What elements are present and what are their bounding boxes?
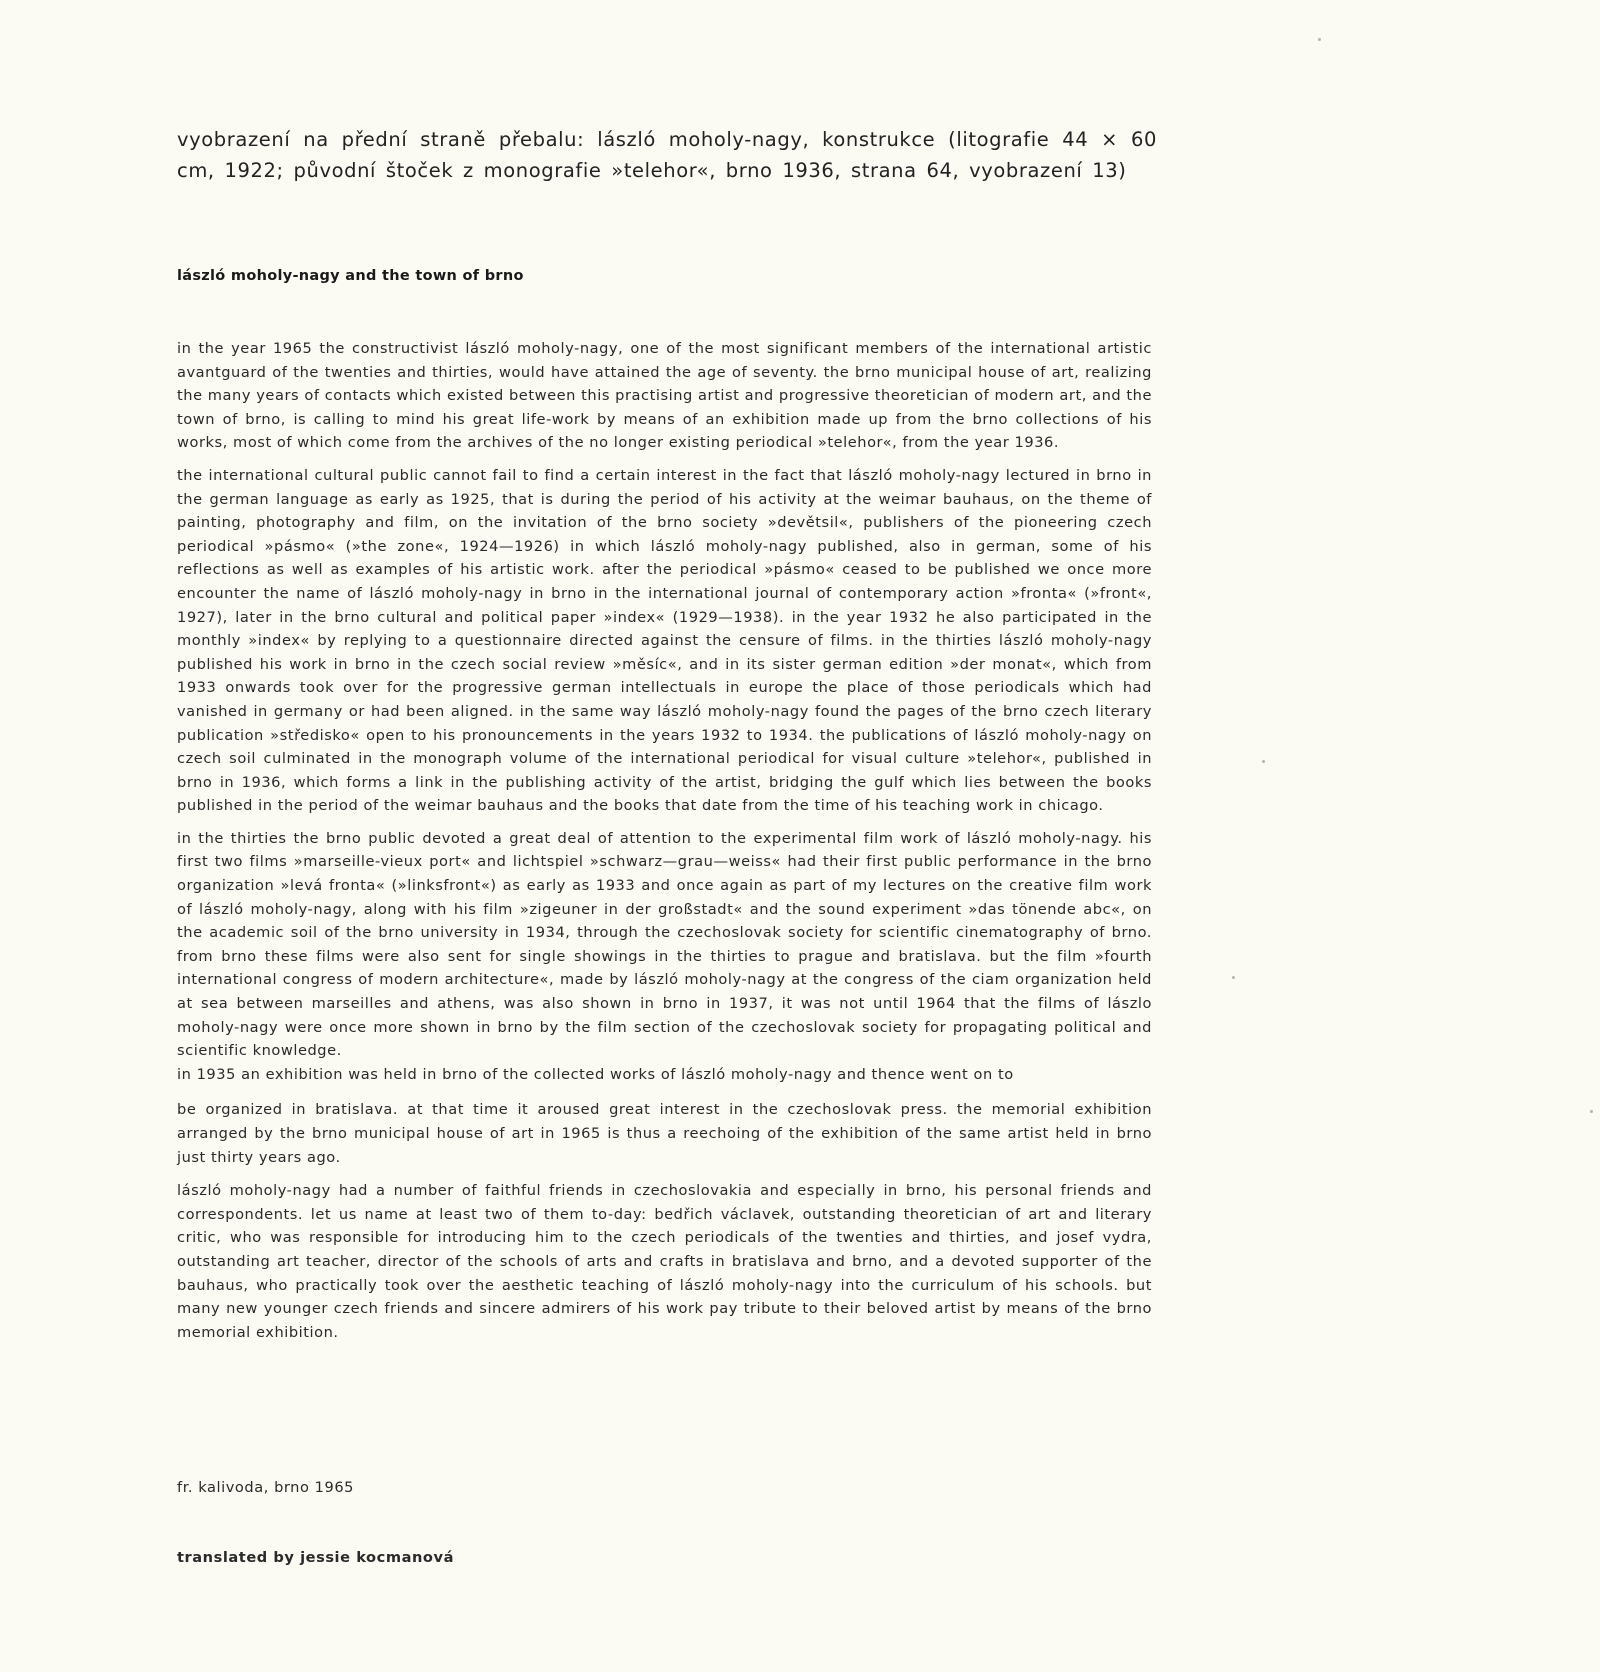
article-body bbox=[177, 337, 1152, 1344]
paragraph: in the thirties the brno public devoted a great deal of attention to the experimental film work of lászló moholy-nagy. his first two films »marseille-vieux port« and lichtspiel »schwarz—grau—weiss« had their first public performance in the brno organization »levá fronta« (»linksfront«) as early as 1933 and once again as part of my lectures on the creative film work of lászló moholy-nagy, along with his film »zigeuner in der großstadt« and the sound experiment »das tönende abc«, on the academic soil of the brno university in 1934, through the czechoslovak society for scientific cinematography of brno. from brno these films were also sent for single showings in the thirties to prague and bratislava. but the film »fourth international congress of modern architecture«, made by lászló moholy-nagy at the congress of the ciam organization held at sea between marseilles and athens, was also shown in brno in 1937, it was not until 1964 that the films of lászlo moholy-nagy were once more shown in brno by the film section of the czechoslovak society for propagating political and scientific knowledge. bbox=[177, 829, 1152, 1060]
paper-speck bbox=[1262, 760, 1265, 763]
paragraph: lászló moholy-nagy had a number of faithful friends in czechoslovakia and especially in brno, his personal friends and correspondents. let us name at least two of them to-day: bedřich václavek, outstanding theoretician of art and literary critic, who was responsible for introducing him to the czech periodicals of the twenties and thirties, and josef vydra, outstanding art teacher, director of the schools of arts and crafts in bratislava and brno, and a devoted supporter of the bauhaus, who practically took over the aesthetic teaching of lászló moholy-nagy into the curriculum of his schools. but many new younger czech friends and sincere admirers of his work pay tribute to their beloved artist by means of the brno memorial exhibition. bbox=[177, 1182, 1152, 1341]
paragraph: be organized in bratislava. at that time it aroused great interest in the czechoslovak press. the memorial exhibition arranged by the brno municipal house of art in 1965 is thus a reechoing of the exhibition of the same artist held in brno just thirty years ago. bbox=[177, 1101, 1152, 1166]
author-signature: fr. kalivoda, brno 1965 bbox=[177, 1479, 354, 1496]
translator-credit: translated by jessie kocmanová bbox=[177, 1549, 454, 1566]
paragraph: the international cultural public cannot fail to find a certain interest in the fact that lászló moholy-nagy lectured in brno in the german language as early as 1925, that is during the period of his activity at the weimar bauhaus, on the theme of painting, photography and film, on the invitation of the brno society »devětsil«, publishers of the pioneering czech periodical »pásmo« (»the zone«, 1924—1926) in which lászló moholy-nagy published, also in german, some of his reflections as well as examples of his artistic work. after the periodical »pásmo« ceased to be published we once more encounter the name of lászló moholy-nagy in brno in the international journal of contemporary action »fronta« (»front«, 1927), later in the brno cultural and political paper »index« (1929—1938). in the year 1932 he also participated in the monthly »index« by replying to a questionnaire directed against the censure of films. in the thirties lászló moholy-nagy published his work in brno in the czech social review »měsíc«, and in its sister german edition »der monat«, which from 1933 onwards took over for the progressive german intellectuals in europe the place of those periodicals which had vanished in germany or had been aligned. in the same way lászló moholy-nagy found the pages of the brno czech literary publication »středisko« open to his pronouncements in the years 1932 to 1934. the publications of lászló moholy-nagy on czech soil culminated in the monograph volume of the international periodical for visual culture »telehor«, published in brno in 1936, which forms a link in the publishing activity of the artist, bridging the gulf which lies between the books published in the period of the weimar bauhaus and the books that date from the time of his teaching work in chicago. bbox=[177, 466, 1152, 815]
paragraph: in 1935 an exhibition was held in brno of the collected works of lászló moholy-nagy and thence went on to bbox=[177, 1065, 1014, 1083]
article-heading: lászló moholy-nagy and the town of brno bbox=[177, 268, 524, 284]
cover-caption: vyobrazení na přední straně přebalu: lászló moholy-nagy, konstrukce (litografie 44 × 60 cm, 1922; původní štoček z monografie »telehor«, brno 1936, strana 64, vyobrazení 13) bbox=[177, 128, 1157, 182]
paragraph: in the year 1965 the constructivist lászló moholy-nagy, one of the most significant members of the international artistic avantguard of the twenties and thirties, would have attained the age of seventy. the brno municipal house of art, realizing the many years of contacts which existed between this practising artist and progressive theoretician of modern art, and the town of brno, is calling to mind his great life-work by means of an exhibition made up from the brno collections of his works, most of which come from the archives of the no longer existing periodical »telehor«, from the year 1936. bbox=[177, 340, 1152, 452]
paper-speck bbox=[1318, 38, 1321, 41]
paper-speck bbox=[1590, 1110, 1593, 1113]
paper-speck bbox=[1232, 976, 1235, 979]
